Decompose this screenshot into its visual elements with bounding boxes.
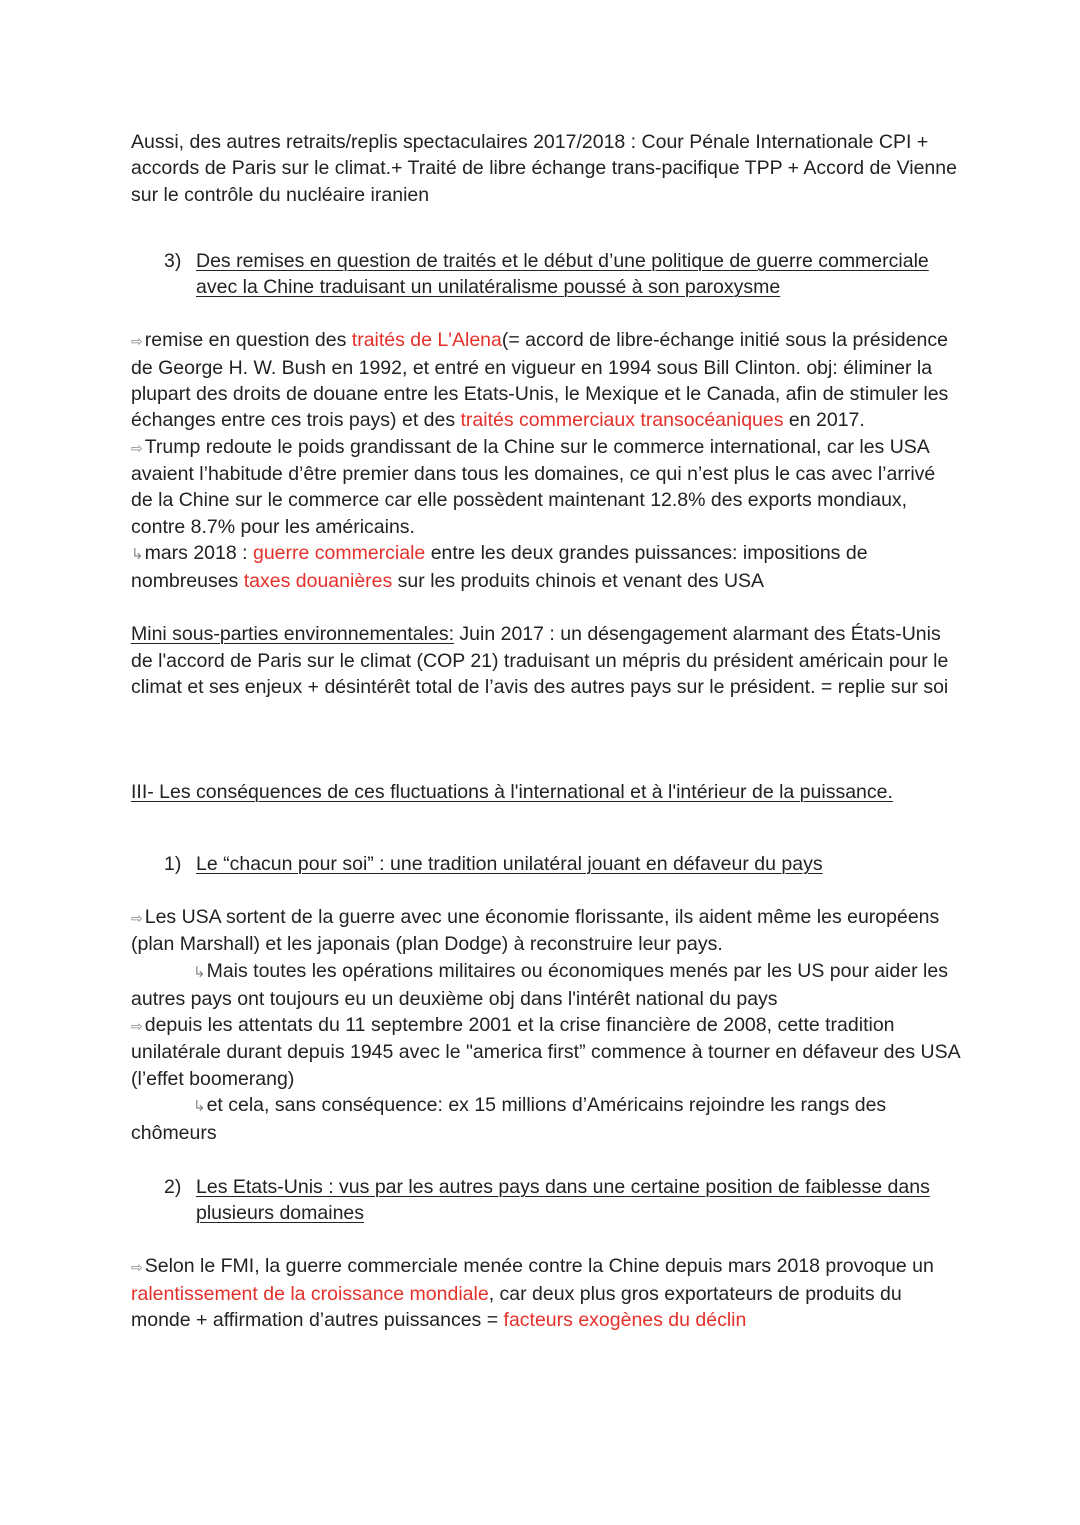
alena-highlight-2: traités commerciaux transocéaniques [460, 409, 784, 432]
subsection-1-heading [131, 851, 961, 877]
trade-war-highlight-1: guerre commerciale [252, 541, 426, 564]
alena-highlight-1: traités de L'Alena [351, 329, 502, 352]
unemployment-paragraph [131, 1092, 961, 1147]
postwar-text: Les USA sortent de la guerre avec une économie florissante, ils aident même les européens (plan Marshall) et les japonais (plan Dodge) à reconstruire leur pays. [131, 905, 940, 956]
right-arrow-icon: ⇨ [131, 1259, 143, 1276]
trade-war-text-2: entre les deux grandes puissances: impositions de nombreuses [131, 541, 868, 593]
trade-war-text-3: sur les produits chinois et venant des USA [392, 570, 765, 593]
alena-text-3: en 2017. [783, 409, 865, 432]
environment-label: Mini sous-parties environnementales: [131, 623, 454, 646]
right-arrow-icon: ⇨ [131, 1018, 143, 1035]
document-page [131, 129, 961, 1333]
intro-paragraph [131, 129, 961, 208]
fmi-text-1: Selon le FMI, la guerre commerciale menée contre la Chine depuis mars 2018 provoque un [144, 1255, 934, 1278]
fmi-highlight-1: ralentissement de la croissance mondiale [131, 1282, 489, 1305]
environment-text: Juin 2017 : un désengagement alarmant des États-Unis de l'accord de Paris sur le climat (COP 21) traduisant un mépris du président américain pour le climat et ses enjeux + désintérêt total de l’avis des autres pays sur le président. = replie sur soi [131, 623, 949, 699]
indent-spacer [131, 1094, 193, 1116]
fmi-paragraph [131, 1253, 961, 1333]
trade-war-text-1: mars 2018 : [144, 541, 253, 564]
down-right-hook-icon: ↳ [193, 1098, 206, 1116]
boomerang-text: depuis les attentats du 11 septembre 2001 et la crise financière de 2008, cette tradition unilatérale durant depuis 1945 avec le "america first” commence à tourner en défaveur des USA (l’effet boomerang) [131, 1014, 960, 1090]
fmi-highlight-2: facteurs exogènes du déclin [503, 1308, 747, 1331]
alena-paragraph [131, 327, 961, 433]
right-arrow-icon: ⇨ [131, 333, 143, 350]
subsection-2-heading [131, 1174, 961, 1227]
national-interest-text: Mais toutes les opérations militaires ou économiques menés par les US pour aider les autres pays ont toujours eu un deuxième obj dans l'intérêt national du pays [131, 959, 948, 1010]
trump-china-paragraph [131, 434, 961, 540]
trade-war-highlight-2: taxes douanières [243, 570, 393, 593]
boomerang-paragraph [131, 1012, 961, 1092]
down-right-hook-icon: ↳ [131, 545, 144, 563]
subsection-2-number: 2) [164, 1175, 182, 1198]
section-3-number: 3) [164, 249, 182, 272]
fmi-text-2: , car deux plus gros exportateurs de produits du monde + affirmation d’autres puissances = [131, 1282, 902, 1331]
subsection-1-number: 1) [164, 852, 182, 875]
subsection-1-title: Le “chacun pour soi” : une tradition unilatéral jouant en défaveur du pays [196, 852, 823, 875]
national-interest-paragraph [131, 958, 961, 1013]
section-3-title: Des remises en question de traités et le début d’une politique de guerre commerciale avec la Chine traduisant un unilatéralisme poussé à son paroxysme [196, 249, 929, 299]
trade-war-paragraph [131, 540, 961, 595]
subsection-2-title: Les Etats-Unis : vus par les autres pays dans une certaine position de faiblesse dans plusieurs domaines [196, 1175, 930, 1224]
part-3-title: III- Les conséquences de ces fluctuations à l'international et à l'intérieur de la puissance. [131, 781, 893, 804]
indent-spacer [131, 960, 193, 982]
right-arrow-icon: ⇨ [131, 909, 143, 926]
trump-china-text: Trump redoute le poids grandissant de la Chine sur le commerce international, car les USA avaient l’habitude d’être premier dans tous les domaines, ce qui n’est plus le cas avec l’arrivé de la Chine sur le commerce car elle possèdent maintenant 12.8% des exports mondiaux, contre 8.7% pour les américains. [131, 435, 936, 538]
environment-paragraph [131, 621, 961, 700]
unemployment-text: et cela, sans conséquence: ex 15 millions d’Américains rejoindre les rangs des chômeurs [131, 1094, 887, 1145]
intro-text: Aussi, des autres retraits/replis spectaculaires 2017/2018 : Cour Pénale Internationale CPI + accords de Paris sur le climat.+ Traité de libre échange trans-pacifique TPP + Accord de Vienne sur le contrôle du nucléaire iranien [131, 131, 957, 206]
alena-text-1: remise en question des [144, 329, 352, 352]
right-arrow-icon: ⇨ [131, 439, 143, 456]
down-right-hook-icon: ↳ [193, 963, 206, 981]
section-3-heading [131, 248, 961, 301]
postwar-paragraph [131, 904, 961, 958]
alena-text-2: (= accord de libre-échange initié sous la présidence de George H. W. Bush en 1992, et entré en vigueur en 1994 sous Bill Clinton. obj: éliminer la plupart des droits de douane entre les Etats-Unis, le Mexique et le Canada, afin de stimuler les échanges entre ces trois pays) et des [131, 329, 949, 432]
